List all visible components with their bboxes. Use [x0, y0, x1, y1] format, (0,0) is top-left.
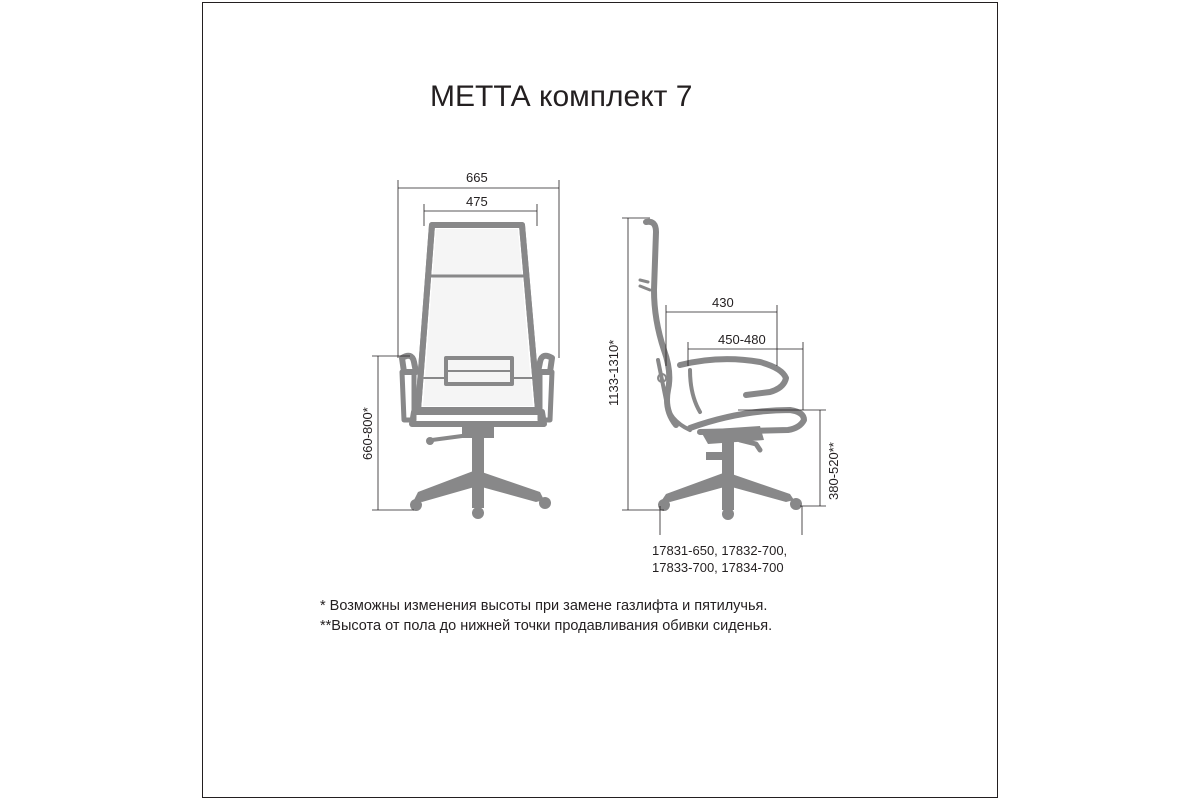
seat-width-label: 450-480: [718, 332, 766, 347]
part-numbers-line-1: 17831-650, 17832-700,: [652, 543, 788, 558]
part-numbers-line-2: 17833-700, 17834-700: [652, 560, 784, 575]
chair-front-view: [402, 225, 552, 519]
backrest-width-label: 475: [466, 194, 488, 209]
footnote-2: **Высота от пола до нижней точки продавливания обивки сиденья.: [320, 618, 773, 634]
footnote-1: * Возможны изменения высоты при замене газлифта и пятилучья.: [320, 598, 768, 614]
chair-side-view: [640, 222, 804, 520]
overall-width-label: 665: [466, 170, 488, 185]
diagram-title: МЕТТА комплект 7: [430, 80, 693, 113]
seat-height-label: 380-520**: [826, 442, 841, 500]
total-height-label: 1133-1310*: [606, 339, 621, 406]
armrest-height-label: 660-800*: [360, 407, 375, 460]
seat-depth-label: 430: [712, 295, 734, 310]
